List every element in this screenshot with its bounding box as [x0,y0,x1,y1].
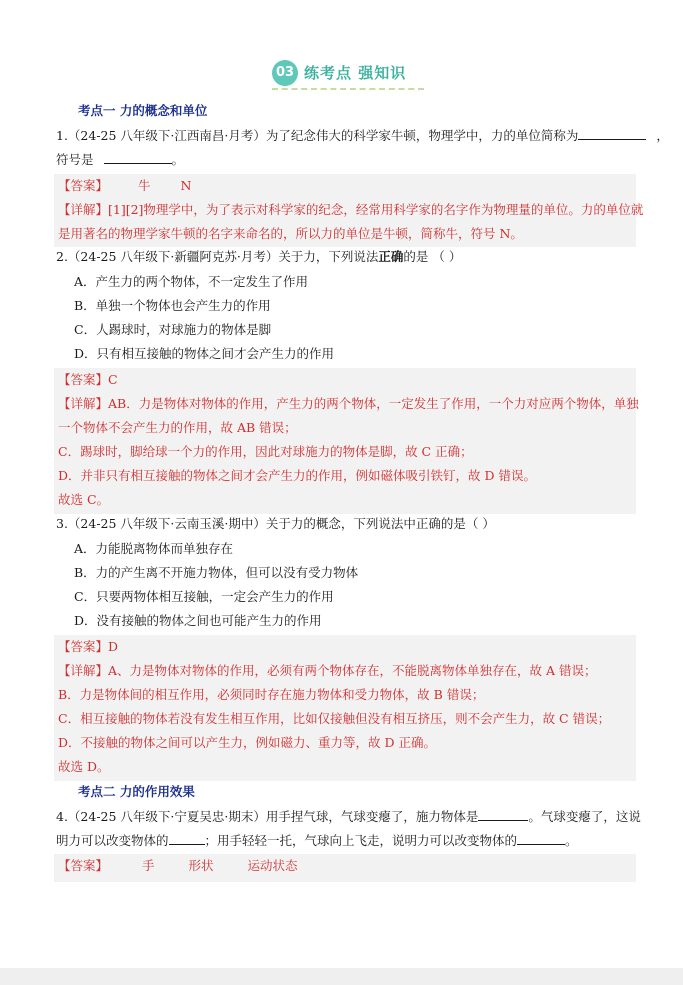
detail-2-line-3: C．踢球时，脚给球一个力的作用，因此对球施力的物体是脚，故 C 正确； [58,444,473,459]
detail-1-line-2: 是用著名的物理学家牛顿的名字来命名的，所以力的单位是牛顿，简称牛，符号 N。 [58,226,523,241]
answer-4-line [58,854,298,879]
detail-3-line-3: C．相互接触的物体若没有发生相互作用，比如仅接触但没有相互挤压，则不会产生力，故 C 错误； [58,711,611,726]
detail-2-line-1: 【详解】AB．力是物体对物体的作用，产生力的两个物体，一定发生了作用，一个力对应两个物体，单独 [58,396,639,411]
q2-option-a: A．产生力的两个物体，不一定发生了作用 [74,274,309,289]
q3-option-a: A．力能脱离物体而单独存在 [74,541,234,556]
question-4-line-2 [56,829,578,854]
punct: 。 [171,152,185,167]
badge-number: 03 [272,60,298,86]
detail-1-line-1: 【详解】[1][2]物理学中，为了表示对科学家的纪念，经常用科学家的名字作为物理量的单位。力的单位就 [58,202,644,217]
q3-option-b: B．力的产生离不开施力物体，但可以没有受力物体 [74,565,359,580]
header-dashed-underline [272,88,424,90]
emphasis: 正确 [378,249,404,264]
detail-2-line-5: 故选 C。 [58,492,110,507]
punct: 。 [565,833,578,848]
question-1-text: 1.（24-25 八年级下·江西南昌·月考）为了纪念伟大的科学家牛顿，物理学中，力的单位简称为 [56,128,579,143]
detail-3-line-2: B．力是物体间的相互作用，必须同时存在施力物体和受力物体，故 B 错误； [58,687,485,702]
punct: ， [656,128,669,143]
answer-2: 【答案】C [58,372,118,387]
question-1-line-1 [56,124,669,149]
question-2-text-end: 的是 （ ） [403,249,462,264]
q3-option-d: D．没有接触的物体之间也可能产生力的作用 [74,613,322,628]
blank-1 [578,125,646,140]
question-4-text-3: 明力可以改变物体的 [56,833,169,848]
answer-3: 【答案】D [58,639,119,654]
question-1-text-2: 符号是 [56,152,94,167]
question-4-text-2: 。气球变瘪了，这说 [528,809,641,824]
answer-box-3 [54,635,636,781]
section-header-badge [268,58,428,90]
answer-box-4 [54,854,636,882]
question-2-text: 2.（24-25 八年级下·新疆阿克苏·月考）关于力，下列说法 [56,249,379,264]
answer-label: 【答案】 [58,178,109,193]
detail-3-line-4: D．不接触的物体之间可以产生力，例如磁力、重力等，故 D 正确。 [58,735,436,750]
detail-2-line-2: 一个物体不会产生力的作用，故 AB 错误； [58,420,297,435]
answer-label: 【答案】 [58,858,109,873]
answer-box-2 [54,368,639,514]
answer-value: N [180,178,192,193]
answer-value: 形状 [188,858,214,873]
question-4-text: 4.（24-25 八年级下·宁夏吴忠·期末）用手捏气球，气球变瘪了，施力物体是 [56,809,479,824]
blank-5 [517,830,565,845]
detail-2-line-4: D．并非只有相互接触的物体之间才会产生力的作用，例如磁体吸引铁钉，故 D 错误。 [58,468,536,483]
answer-value: 运动状态 [247,858,298,873]
section-header-title: 练考点 强知识 [304,64,407,82]
section-title-2: 考点二 力的作用效果 [78,784,195,799]
detail-3-line-1: 【详解】A、力是物体对物体的作用，必须有两个物体存在，不能脱离物体单独存在，故 A 错误； [58,663,597,678]
question-4-line-1 [56,805,641,830]
answer-value: 手 [142,858,155,873]
q2-option-d: D．只有相互接触的物体之间才会产生力的作用 [74,346,335,361]
answer-box-1 [54,174,644,247]
blank-3 [478,806,528,821]
section-title-1: 考点一 力的概念和单位 [78,103,208,118]
q3-option-c: C．只要两物体相互接触，一定会产生力的作用 [74,589,334,604]
question-2-stem [56,245,461,270]
q2-option-c: C．人踢球时，对球施力的物体是脚 [74,322,272,337]
detail-3-line-5: 故选 D。 [58,759,110,774]
question-3-stem: 3.（24-25 八年级下·云南玉溪·期中）关于力的概念，下列说法中正确的是（ ） [56,516,495,531]
question-4-text-4: ；用手轻轻一托，气球向上飞走，说明力可以改变物体的 [204,833,518,848]
page-footer-band [0,968,683,985]
blank-2 [104,149,172,164]
answer-1-line [58,174,191,199]
q2-option-b: B．单独一个物体也会产生力的作用 [74,298,271,313]
blank-4 [169,830,205,845]
answer-value: 牛 [138,178,151,193]
question-1-line-2 [56,148,184,173]
